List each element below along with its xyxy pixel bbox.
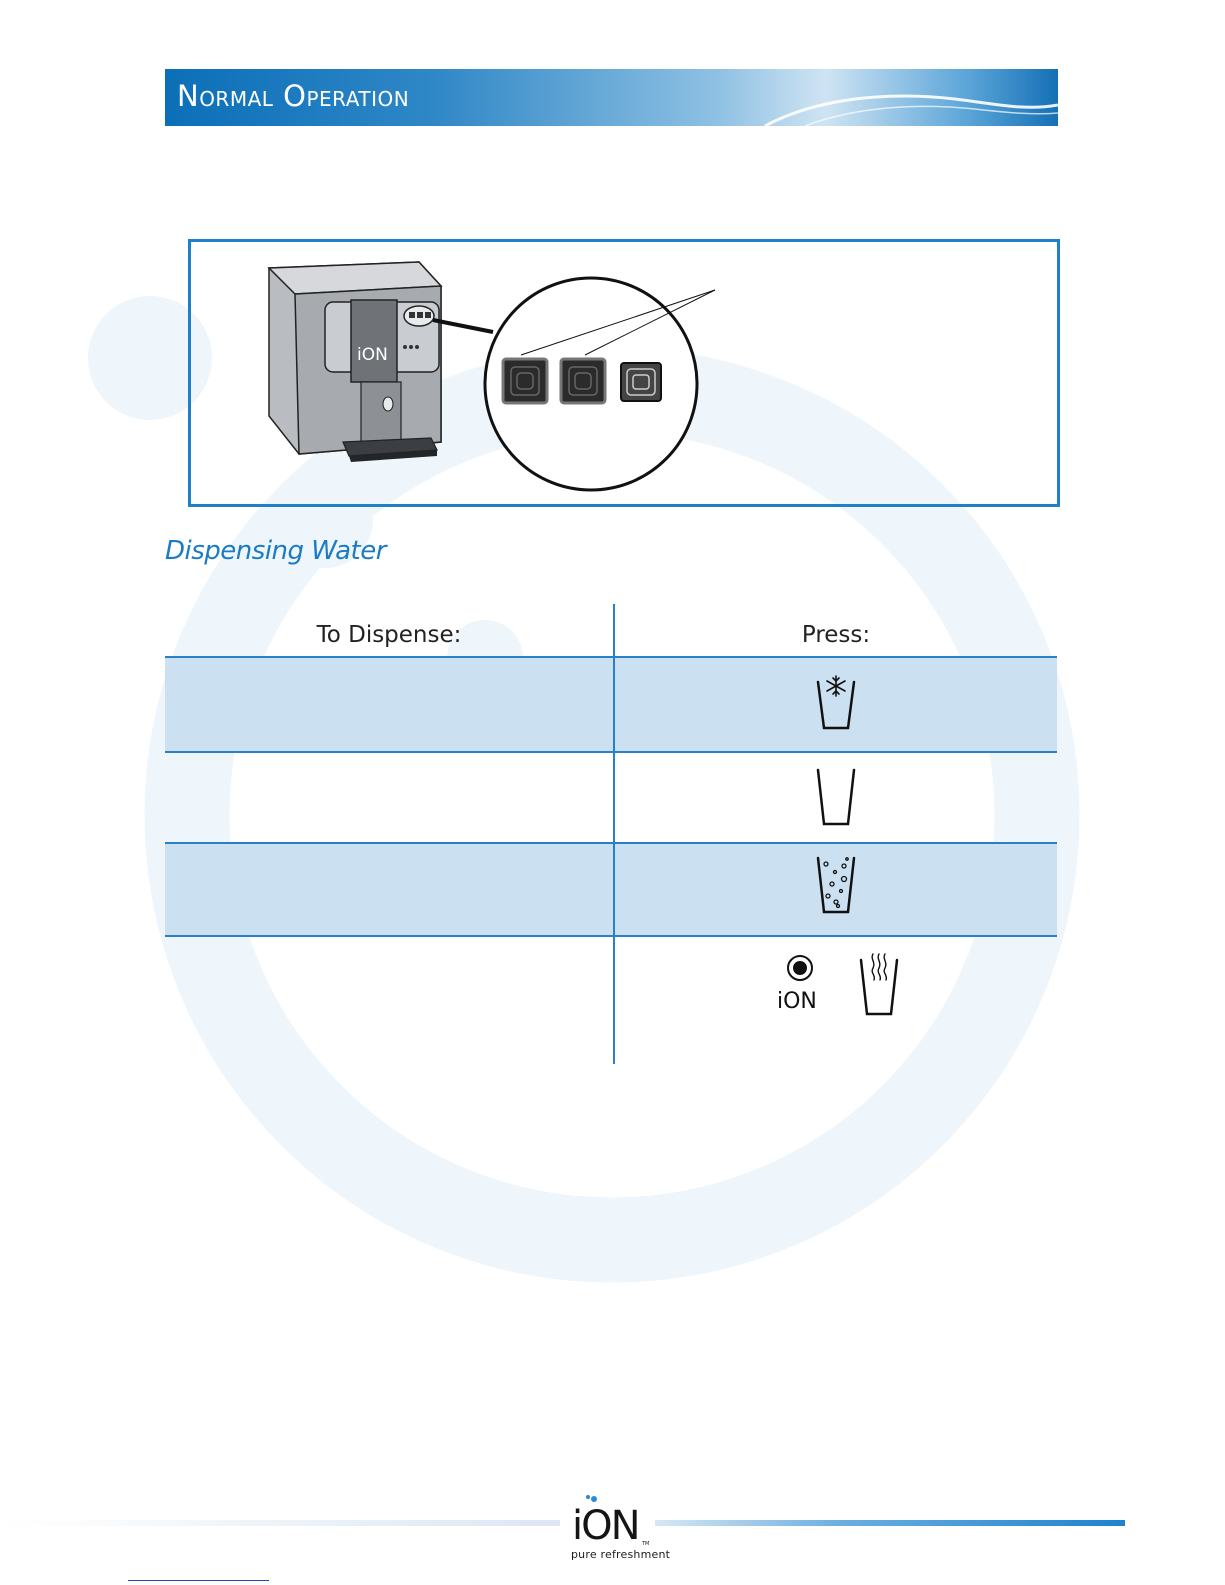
trademark-mark: TM — [642, 1541, 650, 1547]
water-dispenser-unit — [269, 262, 441, 462]
ion-button-label: iON — [777, 989, 817, 1012]
panel-button-3 — [621, 363, 661, 401]
footer-tagline: pure refreshment — [571, 1548, 671, 1561]
dispenser-illustration — [191, 242, 1057, 504]
control-panel-zoom — [485, 278, 697, 490]
table-row — [165, 937, 1057, 1063]
column-divider — [613, 604, 615, 1064]
table-row — [165, 658, 1057, 751]
hot-cup-icon — [857, 952, 901, 1018]
ambient-cup-icon — [814, 766, 858, 828]
column-header-press: Press: — [801, 622, 871, 648]
zoom-leader-line — [433, 320, 493, 332]
page-title: Normal Operation — [177, 79, 410, 113]
table-rule — [165, 842, 1057, 844]
footer-rule-right — [655, 1520, 1125, 1526]
table-rule — [165, 751, 1057, 753]
footer-link-underline — [128, 1580, 269, 1581]
table-row — [165, 844, 1057, 935]
footer-rule-left — [0, 1520, 560, 1526]
cold-cup-icon — [814, 672, 858, 730]
section-header-band — [165, 69, 1058, 126]
control-panel-figure — [188, 239, 1060, 507]
footer-logo-text: iON — [572, 1503, 639, 1547]
panel-button-1 — [503, 359, 547, 403]
panel-button-2 — [561, 359, 605, 403]
section-heading: Dispensing Water — [165, 536, 386, 566]
ion-logo — [570, 1493, 660, 1547]
ion-button-icon — [775, 954, 825, 1012]
column-header-dispense: To Dispense: — [316, 622, 462, 648]
sparkling-cup-icon — [814, 854, 858, 916]
unit-logo-text: iON — [357, 345, 388, 365]
table-row — [165, 753, 1057, 842]
table-rule — [165, 935, 1057, 937]
table-rule — [165, 656, 1057, 658]
